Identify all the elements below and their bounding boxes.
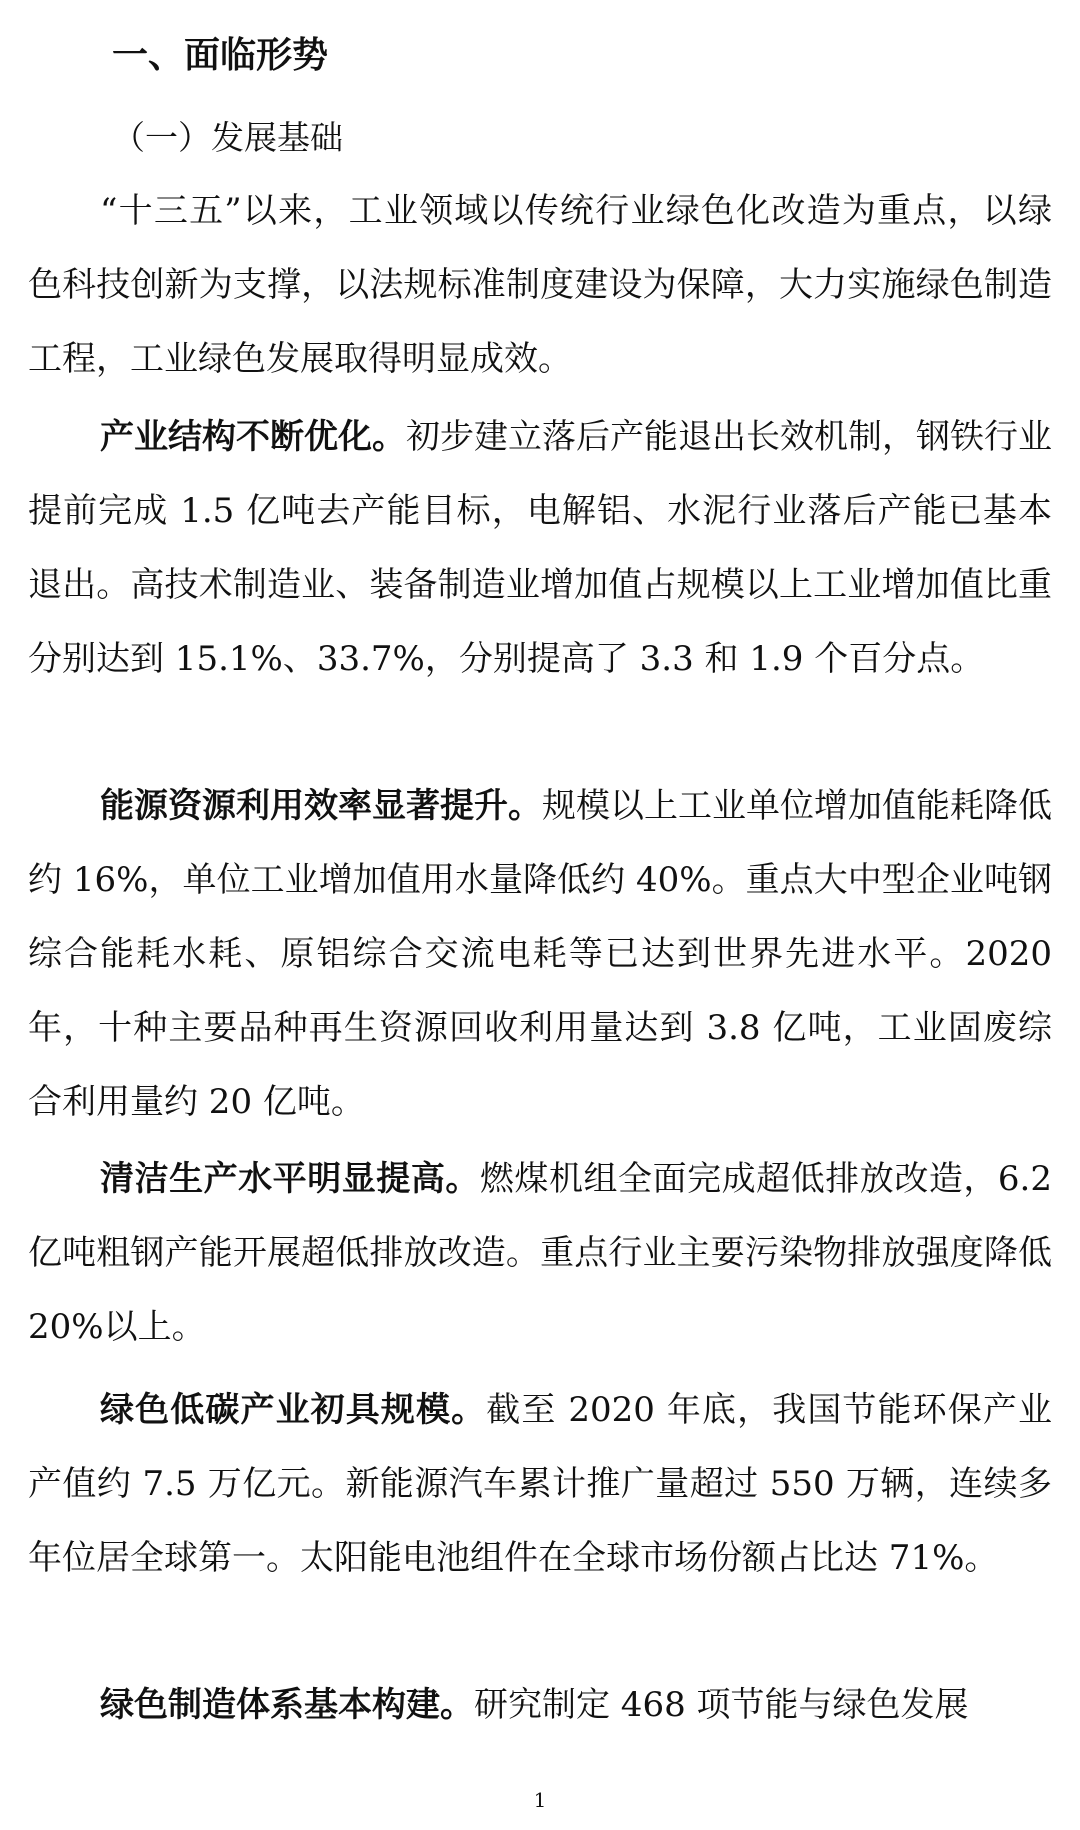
section-heading: 一、面临形势	[112, 35, 329, 76]
intro-paragraph: “十三五”以来，工业领域以传统行业绿色化改造为重点，以绿色科技创新为支撑，以法规标准制度建设为保障，大力实施绿色制造工程，工业绿色发展取得明显成效。	[28, 191, 1052, 379]
subsection-heading: （一）发展基础	[112, 118, 343, 157]
paragraph-body: 截至 2020 年底，我国节能环保产业产值约 7.5 万亿元。新能源汽车累计推广量超过 550 万辆，连续多年位居全球第一。太阳能电池组件在全球市场份额占比达 71%。	[28, 1390, 1052, 1578]
page-number: 1	[533, 1788, 547, 1812]
paragraph-clean-production	[28, 1142, 1052, 1364]
paragraph-green-manufacturing-system	[28, 1668, 1052, 1742]
paragraph-lead: 绿色低碳产业初具规模。	[100, 1390, 487, 1430]
paragraph-lead: 能源资源利用效率显著提升。	[100, 786, 542, 826]
paragraph-industrial-structure	[28, 400, 1052, 696]
paragraph-lead: 清洁生产水平明显提高。	[100, 1159, 480, 1199]
paragraph-body: 初步建立落后产能退出长效机制，钢铁行业提前完成 1.5 亿吨去产能目标，电解铝、水泥行业落后产能已基本退出。高技术制造业、装备制造业增加值占规模以上工业增加值比重分别达到 15.1%、33.7%，分别提高了 3.3 和 1.9 个百分点。	[28, 417, 1052, 679]
paragraph-body: 研究制定 468 项节能与绿色发展	[474, 1685, 969, 1725]
paragraph-body: 规模以上工业单位增加值能耗降低约 16%，单位工业增加值用水量降低约 40%。重点大中型企业吨钢综合能耗水耗、原铝综合交流电耗等已达到世界先进水平。2020 年，十种主要品种再生资源回收利用量达到 3.8 亿吨，工业固废综合利用量约 20 亿吨。	[28, 786, 1052, 1122]
paragraph-body: 燃煤机组全面完成超低排放改造，6.2 亿吨粗钢产能开展超低排放改造。重点行业主要污染物排放强度降低 20%以上。	[28, 1159, 1052, 1347]
paragraph-energy-efficiency	[28, 769, 1052, 1139]
paragraph-lead: 产业结构不断优化。	[100, 417, 406, 457]
paragraph-lead: 绿色制造体系基本构建。	[100, 1685, 474, 1725]
paragraph-low-carbon-industry	[28, 1373, 1052, 1595]
